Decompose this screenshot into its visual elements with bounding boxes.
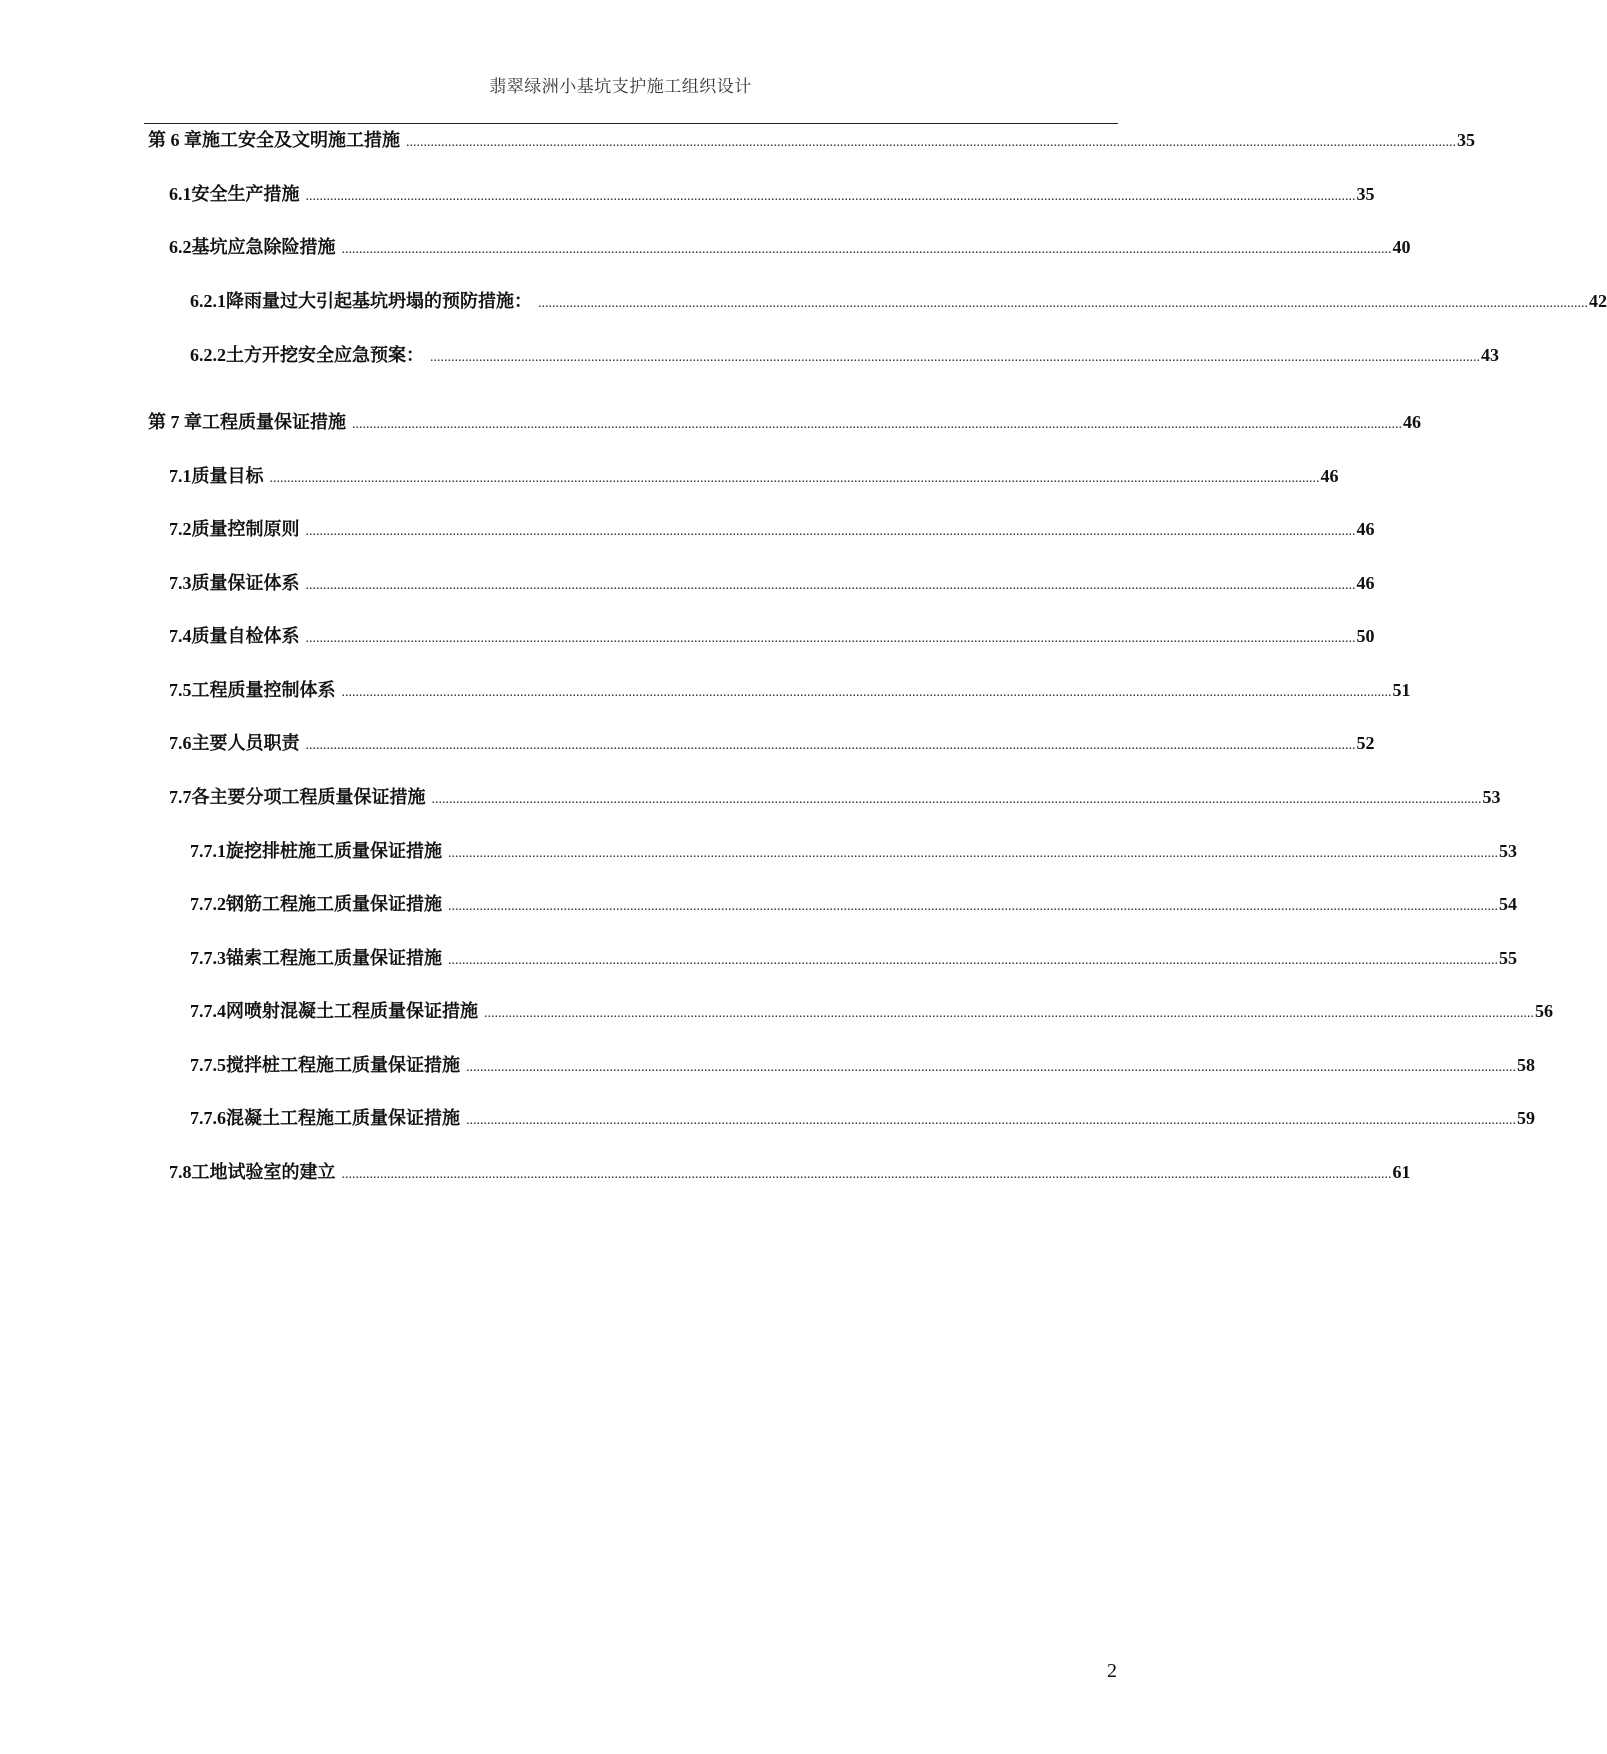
- toc-entry-7-4[interactable]: [169, 622, 1375, 650]
- toc-number: 7.7.6: [190, 1108, 226, 1128]
- header-divider: [144, 123, 1118, 124]
- leader-dots: ............................................................................................................................................................................................................................................................................................................: [466, 1113, 1516, 1128]
- toc-entry-7-5[interactable]: [169, 676, 1411, 704]
- toc-entry-7-7-6[interactable]: [190, 1104, 1535, 1132]
- leader-dots: ............................................................................................................................................................................................................................................................................................................: [305, 524, 1356, 539]
- toc-number: 7.7.1: [190, 841, 226, 861]
- toc-title: 工程质量保证措施: [202, 412, 346, 433]
- toc-page: 54: [1499, 894, 1517, 914]
- toc-number: 7.4: [169, 626, 192, 646]
- toc-title: 各主要分项工程质量保证措施: [191, 787, 426, 808]
- toc-entry-7-7-1[interactable]: [190, 837, 1517, 865]
- toc-page: 50: [1356, 626, 1375, 646]
- toc-number: 第 6 章: [148, 130, 202, 150]
- toc-title: 质量目标: [191, 466, 264, 487]
- leader-dots: ............................................................................................................................................................................................................................................................................................................: [430, 350, 1480, 365]
- toc-number: 7.7.4: [190, 1001, 226, 1021]
- toc-entry-6-1[interactable]: [169, 180, 1375, 208]
- leader-dots: ............................................................................................................................................................................................................................................................................................................: [466, 1060, 1516, 1075]
- toc-page: 46: [1356, 519, 1375, 539]
- toc-page: 55: [1499, 948, 1517, 968]
- toc-entry-6-2-2[interactable]: [190, 341, 1499, 369]
- toc-number: 7.7.5: [190, 1055, 226, 1075]
- toc-number: 7.2: [169, 519, 192, 539]
- toc-entry-7-7-3[interactable]: [190, 944, 1517, 972]
- leader-dots: ............................................................................................................................................................................................................................................................................................................: [448, 953, 1498, 968]
- leader-dots: ............................................................................................................................................................................................................................................................................................................: [305, 631, 1356, 646]
- leader-dots: ............................................................................................................................................................................................................................................................................................................: [269, 471, 1320, 486]
- toc-title: 质量控制原则: [191, 519, 300, 540]
- toc-page: 46: [1320, 466, 1339, 486]
- toc-number: 7.5: [169, 680, 192, 700]
- leader-dots: ............................................................................................................................................................................................................................................................................................................: [352, 417, 1402, 432]
- toc-title: 搅拌桩工程施工质量保证措施: [226, 1055, 460, 1076]
- leader-dots: ............................................................................................................................................................................................................................................................................................................: [305, 189, 1356, 204]
- leader-dots: ............................................................................................................................................................................................................................................................................................................: [448, 846, 1498, 861]
- toc-entry-6-2-1[interactable]: [190, 287, 1607, 315]
- toc-entry-7-7-5[interactable]: [190, 1051, 1535, 1079]
- toc-entry-6-2[interactable]: [169, 233, 1411, 261]
- toc-number: 7.1: [169, 466, 192, 486]
- toc-title: 基坑应急除险措施: [191, 237, 336, 258]
- page-number: 2: [1107, 1660, 1117, 1682]
- toc-page: 51: [1392, 680, 1411, 700]
- running-header-title: 翡翠绿洲小基坑支护施工组织设计: [489, 77, 752, 97]
- leader-dots: ............................................................................................................................................................................................................................................................................................................: [431, 792, 1482, 807]
- toc-page: 56: [1535, 1001, 1553, 1021]
- toc-number: 第 7 章: [148, 412, 202, 432]
- toc-title: 降雨量过大引起基坑坍塌的预防措施：: [226, 291, 532, 312]
- toc-entry-7-7-2[interactable]: [190, 890, 1517, 918]
- toc-page: 61: [1392, 1162, 1411, 1182]
- toc-title: 钢筋工程施工质量保证措施: [226, 894, 442, 915]
- toc-title: 工程质量控制体系: [191, 680, 336, 701]
- toc-page: 43: [1481, 345, 1499, 365]
- toc-title: 混凝土工程施工质量保证措施: [226, 1108, 460, 1129]
- toc-page: 53: [1482, 787, 1501, 807]
- toc-title: 质量保证体系: [191, 573, 300, 594]
- toc-entry-chapter-7[interactable]: [148, 408, 1421, 436]
- toc-page: 53: [1499, 841, 1517, 861]
- leader-dots: ............................................................................................................................................................................................................................................................................................................: [538, 296, 1588, 311]
- leader-dots: ............................................................................................................................................................................................................................................................................................................: [305, 738, 1356, 753]
- toc-page: 46: [1403, 412, 1421, 432]
- leader-dots: ............................................................................................................................................................................................................................................................................................................: [305, 578, 1356, 593]
- toc-title: 土方开挖安全应急预案：: [226, 345, 424, 366]
- leader-dots: ............................................................................................................................................................................................................................................................................................................: [484, 1006, 1534, 1021]
- toc-entry-7-7-4[interactable]: [190, 997, 1553, 1025]
- toc-title: 安全生产措施: [191, 184, 300, 205]
- toc-page: 46: [1356, 573, 1375, 593]
- toc-title: 主要人员职责: [191, 733, 300, 754]
- toc-title: 网喷射混凝土工程质量保证措施: [226, 1001, 478, 1022]
- toc-title: 施工安全及文明施工措施: [202, 130, 400, 151]
- toc-page: 42: [1589, 291, 1607, 311]
- toc-entry-7-2[interactable]: [169, 515, 1375, 543]
- leader-dots: ............................................................................................................................................................................................................................................................................................................: [341, 242, 1392, 257]
- toc-title: 旋挖排桩施工质量保证措施: [226, 841, 442, 862]
- toc-title: 锚索工程施工质量保证措施: [226, 948, 442, 969]
- toc-number: 7.7: [169, 787, 192, 807]
- toc-entry-7-6[interactable]: [169, 729, 1375, 757]
- leader-dots: ............................................................................................................................................................................................................................................................................................................: [341, 685, 1392, 700]
- toc-page: 35: [1356, 184, 1375, 204]
- leader-dots: ............................................................................................................................................................................................................................................................................................................: [448, 899, 1498, 914]
- toc-number: 7.3: [169, 573, 192, 593]
- toc-page: 35: [1457, 130, 1475, 150]
- toc-page: 52: [1356, 733, 1375, 753]
- toc-title: 工地试验室的建立: [191, 1162, 336, 1183]
- toc-page: 40: [1392, 237, 1411, 257]
- toc-number: 7.8: [169, 1162, 192, 1182]
- toc-entry-chapter-6[interactable]: [148, 126, 1475, 154]
- toc-number: 7.7.2: [190, 894, 226, 914]
- leader-dots: ............................................................................................................................................................................................................................................................................................................: [406, 135, 1456, 150]
- toc-number: 6.2.2: [190, 345, 226, 365]
- toc-number: 6.1: [169, 184, 192, 204]
- toc-number: 7.7.3: [190, 948, 226, 968]
- toc-number: 6.2.1: [190, 291, 226, 311]
- toc-title: 质量自检体系: [191, 626, 300, 647]
- leader-dots: ............................................................................................................................................................................................................................................................................................................: [341, 1167, 1392, 1182]
- toc-entry-7-8[interactable]: [169, 1158, 1411, 1186]
- toc-entry-7-1[interactable]: [169, 462, 1339, 490]
- toc-page: 59: [1517, 1108, 1535, 1128]
- toc-number: 7.6: [169, 733, 192, 753]
- toc-number: 6.2: [169, 237, 192, 257]
- toc-page: 58: [1517, 1055, 1535, 1075]
- toc-entry-7-7[interactable]: [169, 783, 1501, 811]
- toc-entry-7-3[interactable]: [169, 569, 1375, 597]
